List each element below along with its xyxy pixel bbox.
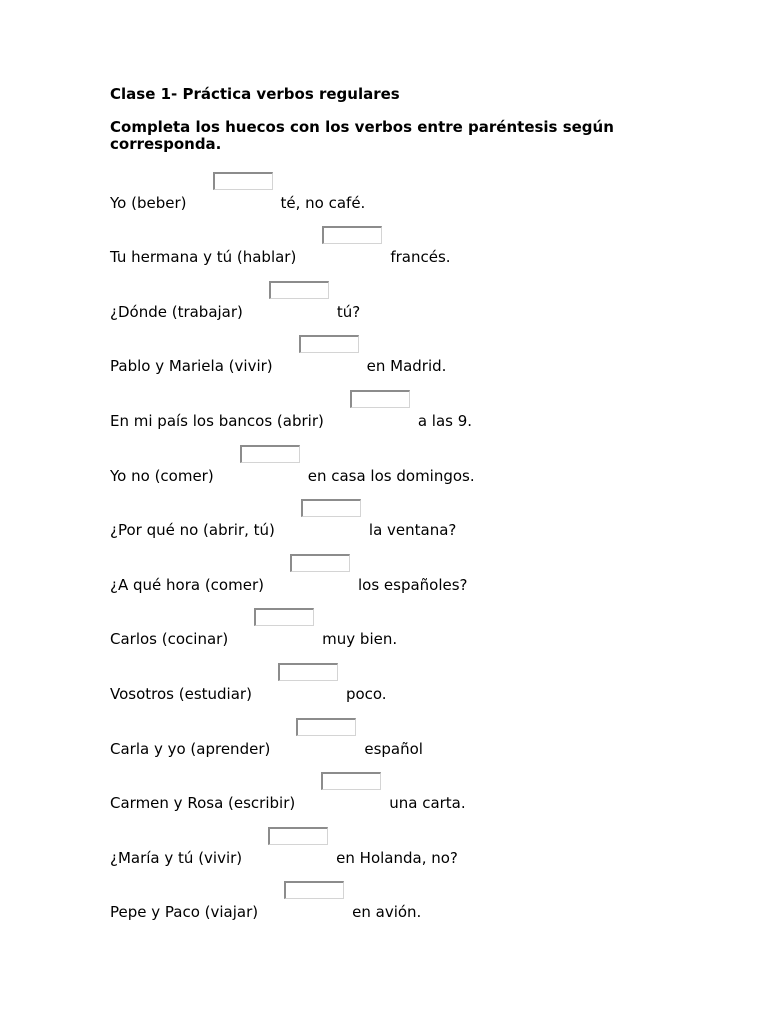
exercise-prompt: Pepe y Paco (viajar) — [110, 903, 259, 921]
exercise-continuation: té, no café. — [280, 194, 366, 212]
answer-input[interactable] — [322, 226, 382, 244]
answer-input[interactable] — [213, 172, 273, 190]
answer-input[interactable] — [284, 881, 344, 899]
exercise-item — [110, 226, 710, 270]
exercise-prompt: Yo (beber) — [110, 194, 187, 212]
exercise-continuation: en casa los domingos. — [307, 467, 475, 485]
exercise-item — [110, 881, 710, 925]
exercise-prompt: Pablo y Mariela (vivir) — [110, 357, 273, 375]
exercise-prompt: ¿María y tú (vivir) — [110, 849, 243, 867]
exercise-item — [110, 718, 710, 762]
exercise-prompt: Yo no (comer) — [110, 467, 214, 485]
exercise-continuation: poco. — [345, 685, 387, 703]
exercise-prompt: Carlos (cocinar) — [110, 630, 229, 648]
exercise-prompt: ¿A qué hora (comer) — [110, 576, 264, 594]
answer-input[interactable] — [296, 718, 356, 736]
exercise-item — [110, 663, 710, 707]
exercise-prompt: ¿Por qué no (abrir, tú) — [110, 521, 275, 539]
exercise-item — [110, 827, 710, 871]
exercise-continuation: en Madrid. — [366, 357, 447, 375]
exercise-continuation: en Holanda, no? — [336, 849, 458, 867]
exercise-continuation: los españoles? — [357, 576, 468, 594]
answer-input[interactable] — [321, 772, 381, 790]
exercise-item — [110, 499, 710, 543]
exercise-item — [110, 335, 710, 379]
exercise-item — [110, 608, 710, 652]
exercise-item — [110, 554, 710, 598]
answer-input[interactable] — [268, 827, 328, 845]
answer-input[interactable] — [240, 445, 300, 463]
exercise-prompt: Carmen y Rosa (escribir) — [110, 794, 296, 812]
exercise-item — [110, 172, 710, 216]
answer-input[interactable] — [350, 390, 410, 408]
exercise-continuation: una carta. — [389, 794, 466, 812]
exercise-item — [110, 445, 710, 489]
exercise-item — [110, 772, 710, 816]
instructions: Completa los huecos con los verbos entre paréntesis según corresponda. — [110, 118, 614, 153]
exercise-prompt: En mi país los bancos (abrir) — [110, 412, 324, 430]
page-title: Clase 1- Práctica verbos regulares — [110, 85, 400, 103]
answer-input[interactable] — [299, 335, 359, 353]
answer-input[interactable] — [254, 608, 314, 626]
exercise-continuation: francés. — [390, 248, 451, 266]
exercise-continuation: a las 9. — [417, 412, 473, 430]
exercise-continuation: muy bien. — [322, 630, 398, 648]
exercise-prompt: Carla y yo (aprender) — [110, 740, 271, 758]
exercise-continuation: en avión. — [352, 903, 422, 921]
exercise-item — [110, 390, 710, 434]
answer-input[interactable] — [301, 499, 361, 517]
exercise-continuation: la ventana? — [368, 521, 457, 539]
exercise-continuation: español — [364, 740, 423, 758]
exercise-prompt: ¿Dónde (trabajar) — [110, 303, 243, 321]
exercise-prompt: Vosotros (estudiar) — [110, 685, 252, 703]
exercise-prompt: Tu hermana y tú (hablar) — [110, 248, 297, 266]
exercise-item — [110, 281, 710, 325]
answer-input[interactable] — [269, 281, 329, 299]
answer-input[interactable] — [278, 663, 338, 681]
exercise-continuation: tú? — [336, 303, 361, 321]
answer-input[interactable] — [290, 554, 350, 572]
